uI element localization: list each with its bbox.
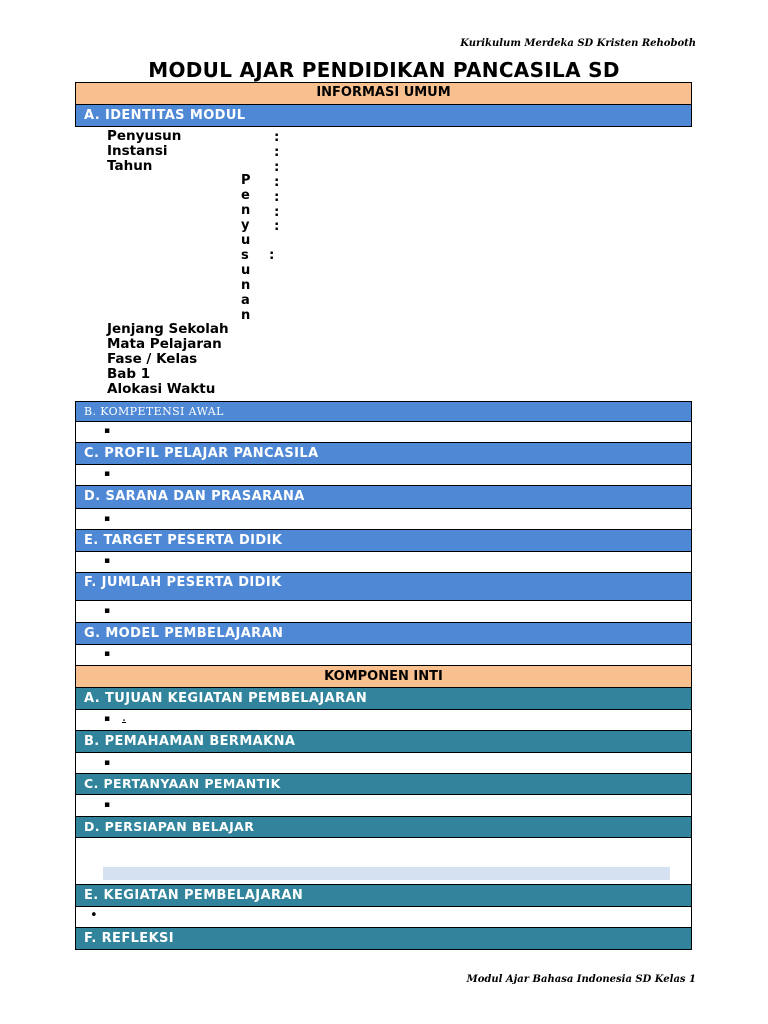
colon: :: [274, 189, 280, 205]
vertical-letter: n: [241, 278, 251, 293]
tujuan-kegiatan-heading: A. TUJUAN KEGIATAN PEMBELAJARAN: [75, 687, 692, 710]
field-label-mata-pelajaran: Mata Pelajaran: [107, 336, 222, 352]
colon: :: [269, 247, 275, 263]
colon: :: [274, 129, 280, 145]
pemahaman-bermakna-content[interactable]: [75, 752, 692, 774]
profil-pelajar-heading: C. PROFIL PELAJAR PANCASILA: [75, 442, 692, 465]
bullet-icon: ▪: [104, 426, 111, 436]
bullet-icon: ▪: [104, 649, 111, 659]
vertical-letter: s: [241, 248, 249, 263]
field-label-fase-kelas: Fase / Kelas: [107, 351, 198, 367]
persiapan-belajar-heading: D. PERSIAPAN BELAJAR: [75, 816, 692, 838]
colon: :: [274, 204, 280, 220]
bullet-icon: ▪: [104, 556, 111, 566]
model-pembelajaran-content[interactable]: [75, 644, 692, 666]
vertical-letter: u: [241, 233, 251, 248]
bullet-icon: ▪: [104, 469, 111, 479]
kegiatan-pembelajaran-content[interactable]: [75, 906, 692, 928]
kegiatan-pembelajaran-heading: E. KEGIATAN PEMBELAJARAN: [75, 884, 692, 907]
persiapan-belajar-content[interactable]: [75, 837, 692, 885]
vertical-letter: n: [241, 203, 251, 218]
target-peserta-content[interactable]: [75, 551, 692, 573]
bullet-icon: ▪: [104, 606, 111, 616]
target-peserta-heading: E. TARGET PESERTA DIDIK: [75, 529, 692, 552]
vertical-letter: e: [241, 188, 250, 203]
page-header: Kurikulum Merdeka SD Kristen Rehoboth: [460, 38, 696, 49]
page-footer: Modul Ajar Bahasa Indonesia SD Kelas 1: [466, 974, 696, 985]
tujuan-text: .: [122, 710, 127, 725]
colon: :: [274, 159, 280, 175]
bullet-icon: ▪: [104, 800, 111, 810]
informasi-umum-heading: INFORMASI UMUM: [75, 82, 692, 105]
field-label-bab: Bab 1: [107, 366, 151, 382]
bullet-icon: ▪: [104, 514, 111, 524]
field-label-penyusun: Penyusun: [107, 128, 182, 144]
jumlah-peserta-heading: F. JUMLAH PESERTA DIDIK: [75, 572, 692, 601]
vertical-letter: u: [241, 263, 251, 278]
refleksi-heading: F. REFLEKSI: [75, 927, 692, 950]
sarana-prasarana-content[interactable]: [75, 508, 692, 530]
jumlah-peserta-content[interactable]: [75, 600, 692, 623]
bullet-icon: ▪: [104, 714, 111, 724]
tujuan-kegiatan-content[interactable]: [75, 709, 692, 731]
field-label-alokasi-waktu: Alokasi Waktu: [107, 381, 216, 397]
kompetensi-awal-heading: B. KOMPETENSI AWAL: [75, 401, 692, 422]
kompetensi-awal-content[interactable]: [75, 421, 692, 443]
komponen-inti-heading: KOMPONEN INTI: [75, 665, 692, 688]
field-label-instansi: Instansi: [107, 143, 168, 159]
vertical-letter: y: [241, 218, 250, 233]
model-pembelajaran-heading: G. MODEL PEMBELAJARAN: [75, 622, 692, 645]
colon: :: [274, 218, 280, 234]
profil-pelajar-content[interactable]: [75, 464, 692, 486]
vertical-letter: n: [241, 308, 251, 323]
colon: :: [274, 174, 280, 190]
vertical-letter: P: [241, 173, 251, 188]
field-label-tahun: Tahun: [107, 158, 153, 174]
colon: :: [274, 144, 280, 160]
field-label-jenjang-sekolah: Jenjang Sekolah: [107, 321, 229, 337]
bullet-icon: •: [90, 908, 98, 923]
sarana-prasarana-heading: D. SARANA DAN PRASARANA: [75, 485, 692, 509]
pertanyaan-pemantik-content[interactable]: [75, 794, 692, 817]
vertical-letter: a: [241, 293, 250, 308]
identitas-modul-heading: A. IDENTITAS MODUL: [75, 104, 692, 127]
bullet-icon: ▪: [104, 758, 111, 768]
document-title: MODUL AJAR PENDIDIKAN PANCASILA SD: [148, 58, 620, 82]
pertanyaan-pemantik-heading: C. PERTANYAAN PEMANTIK: [75, 773, 692, 795]
pemahaman-bermakna-heading: B. PEMAHAMAN BERMAKNA: [75, 730, 692, 753]
highlighted-line: [103, 867, 670, 880]
